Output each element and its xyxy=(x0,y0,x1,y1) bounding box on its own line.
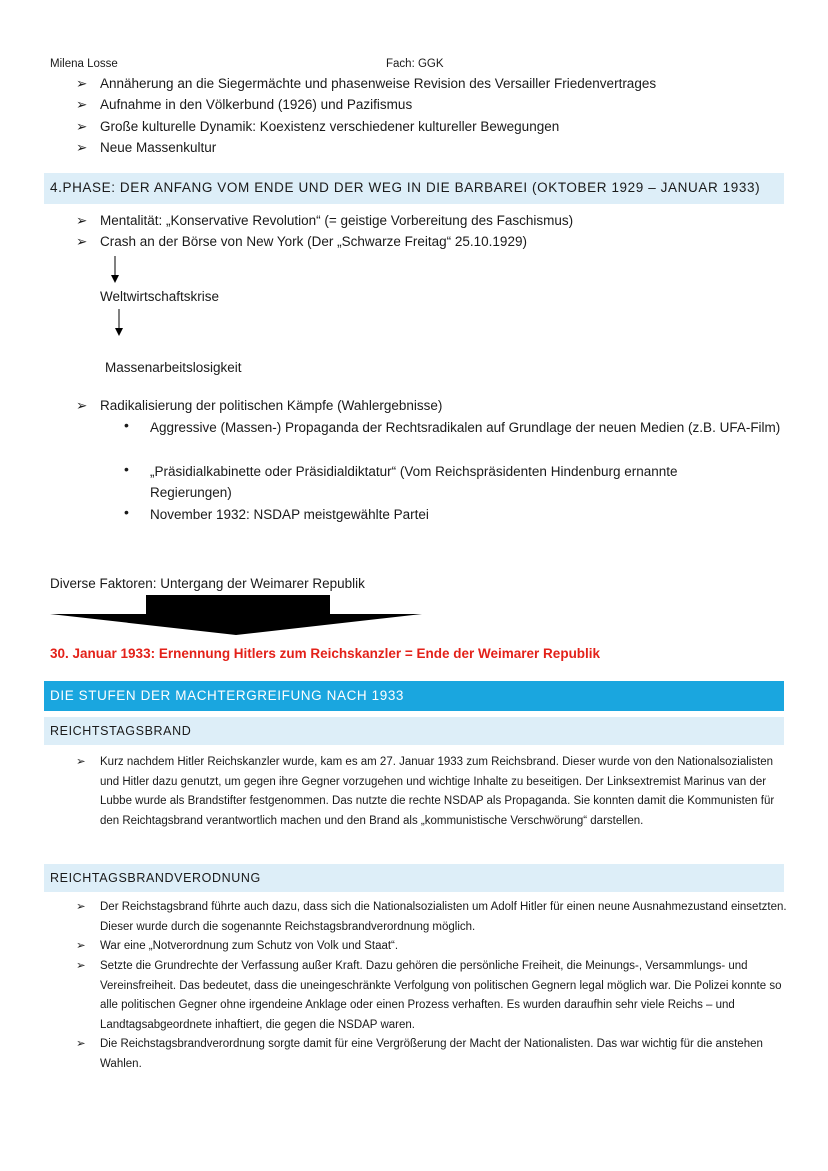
dot-bullet-icon: • xyxy=(124,504,129,520)
sub-bullet: „Präsidialkabinette oder Präsidialdiktatur“ (Vom Reichspräsidenten Hindenburg ernannte Regierungen) xyxy=(150,464,678,500)
phase4-heading-bar xyxy=(44,173,784,204)
arrow-bullet-icon: ➢ xyxy=(76,940,86,952)
brand-heading: REICHTSTAGSBRAND xyxy=(50,724,192,738)
dot-bullet-icon: • xyxy=(124,417,129,433)
subject-label: Fach: GGK xyxy=(386,58,444,70)
arrow-bullet-icon: ➢ xyxy=(76,398,88,413)
flow-step-massenarbeitslosigkeit: Massenarbeitslosigkeit xyxy=(105,360,242,375)
arrow-bullet-icon: ➢ xyxy=(76,901,86,913)
flow-step-weltwirtschaftskrise: Weltwirtschaftskrise xyxy=(100,289,220,304)
flow-arrow-icon xyxy=(108,256,122,284)
verordnung-heading-bar xyxy=(44,864,784,892)
brand-heading-bar xyxy=(44,717,784,745)
arrow-bullet-icon: ➢ xyxy=(76,97,88,112)
factors-label: Diverse Faktoren: Untergang der Weimarer Republik xyxy=(50,576,365,591)
phase4-heading: 4.PHASE: DER ANFANG VOM ENDE UND DER WEG IN DIE BARBAREI (OKTOBER 1929 – JANUAR 1933) xyxy=(50,180,761,195)
arrow-bullet-icon: ➢ xyxy=(76,234,88,249)
arrow-bullet-icon: ➢ xyxy=(76,140,88,155)
verordnung-heading: REICHTAGSBRANDVERODNUNG xyxy=(50,871,261,885)
dot-bullet-icon: • xyxy=(124,461,129,477)
author-name: Milena Losse xyxy=(50,58,118,70)
arrow-bullet-icon: ➢ xyxy=(76,756,86,768)
arrow-bullet-icon: ➢ xyxy=(76,1038,86,1050)
flow-arrow-icon xyxy=(112,309,126,337)
big-down-arrow-icon xyxy=(50,595,430,637)
arrow-bullet-icon: ➢ xyxy=(76,213,88,228)
arrow-bullet-icon: ➢ xyxy=(76,960,86,972)
arrow-bullet-icon: ➢ xyxy=(76,76,88,91)
arrow-bullet-icon: ➢ xyxy=(76,119,88,134)
stufen-heading: DIE STUFEN DER MACHTERGREIFUNG NACH 1933 xyxy=(50,688,405,703)
result-statement: 30. Januar 1933: Ernennung Hitlers zum Reichskanzler = Ende der Weimarer Republik xyxy=(50,646,601,661)
stufen-heading-bar xyxy=(44,681,784,711)
sub-bullet: November 1932: NSDAP meistgewählte Partei xyxy=(150,507,429,522)
sub-bullet: Aggressive (Massen-) Propaganda der Rechtsradikalen auf Grundlage der neuen Medien (z.B. UFA-Film) xyxy=(150,420,781,435)
